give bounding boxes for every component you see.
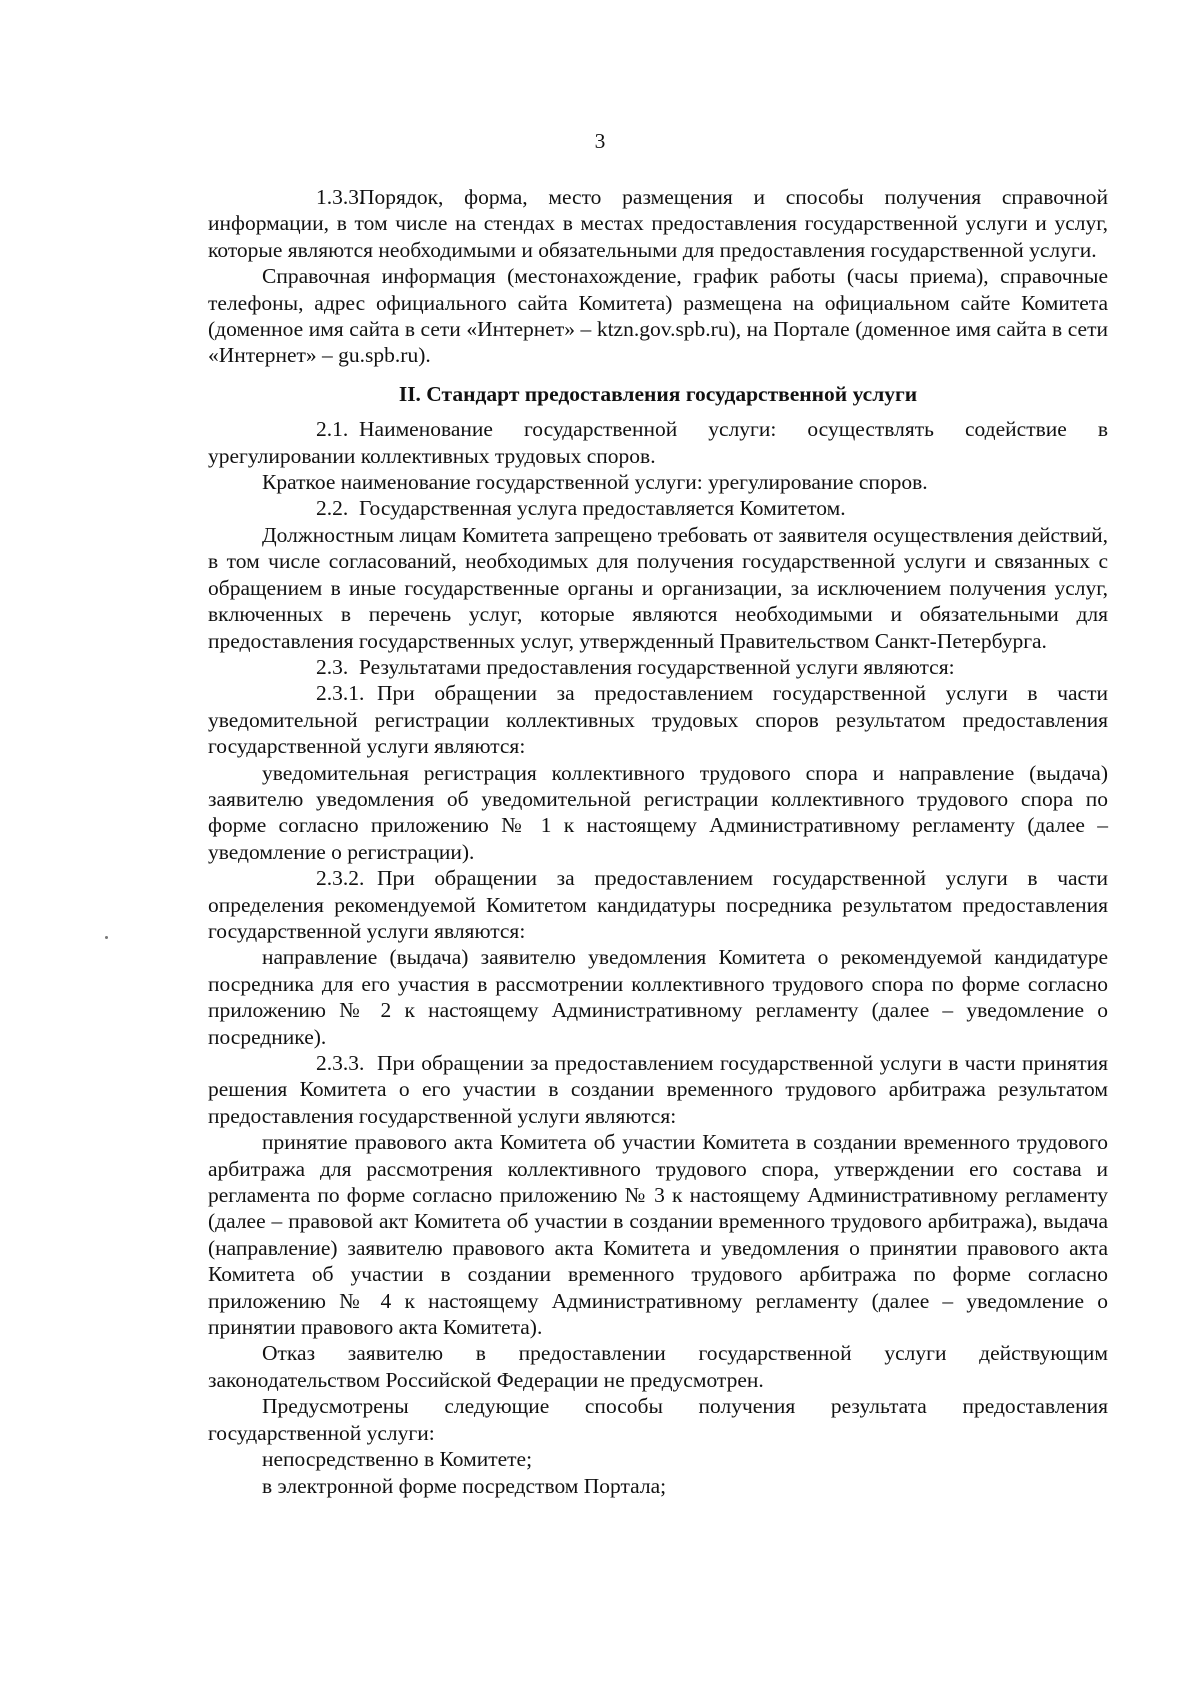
- paragraph-refusal: Отказ заявителю в предоставлении государственной услуги действующим законодательством Российской Федерации не предусмотрен.: [208, 1341, 1108, 1392]
- clause-number: 2.2.: [316, 496, 349, 521]
- paragraph-methods: Предусмотрены следующие способы получения результата предоставления государственной услуги:: [208, 1394, 1108, 1445]
- clause-text: При обращении за предоставлением государственной услуги в части определения рекомендуемой Комитетом кандидатуры посредника результатом предоставления государственной услуги являются:: [208, 866, 1108, 943]
- paragraph-legal-act: принятие правового акта Комитета об участии Комитета в создании временного трудового арбитража для рассмотрения коллективного трудового спора, утверждении его состава и регламента по форме согласно приложению № 3 к настоящему Административному регламенту (далее – правовой акт Комитета об участии в создании временного трудового арбитража), выдача (направление) заявителю правового акта Комитета и уведомления о принятии правового акта Комитета об участии в создании временного трудового арбитража по форме согласно приложению № 4 к настоящему Административному регламенту (далее – уведомление о принятии правового акта Комитета).: [208, 1130, 1108, 1340]
- clause-number: 2.1.: [316, 417, 349, 442]
- clause-text: Наименование государственной услуги: осуществлять содействие в урегулировании коллективных трудовых споров.: [208, 417, 1108, 468]
- paragraph-officials: Должностным лицам Комитета запрещено требовать от заявителя осуществления действий, в том числе согласований, необходимых для получения государственной услуги и связанных с обращением в иные государственные органы и организации, за исключением получения услуг, включенных в перечень услуг, которые являются необходимыми и обязательными для предоставления государственных услуг, утвержденный Правительством Санкт-Петербурга.: [208, 522, 1108, 653]
- paragraph-reference-info: Справочная информация (местонахождение, график работы (часы приема), справочные телефоны, адрес официального сайта Комитета) размещена на официальном сайте Комитета (доменное имя сайта в сети «Интернет» – ktzn.gov.spb.ru), на Портале (доменное имя сайта в сети «Интернет» – gu.spb.ru).: [208, 264, 1108, 368]
- paragraph-2-2: [208, 495, 1108, 521]
- paragraph-2-3-3: [208, 1050, 1108, 1129]
- clause-number: 2.3.: [316, 654, 349, 679]
- clause-number: 1.3.3.: [316, 185, 365, 209]
- paragraph-2-1: [208, 416, 1108, 469]
- clause-text: Порядок, форма, место размещения и способы получения справочной информации, в том числе на стендах в местах предоставления государственной услуги и услуг, которые являются необходимыми и обязательными для предоставления государственной услуги.: [208, 185, 1108, 262]
- clause-text: Государственная услуга предоставляется Комитетом.: [359, 496, 846, 521]
- paragraph-2-3-1: [208, 680, 1108, 759]
- clause-text: При обращении за предоставлением государственной услуги в части уведомительной регистрации коллективных трудовых споров результатом предоставления государственной услуги являются:: [208, 681, 1108, 759]
- paragraph-short-name: Краткое наименование государственной услуги: урегулирование споров.: [262, 470, 928, 495]
- paragraph-1-3-3: [208, 184, 1108, 263]
- list-item: непосредственно в Комитете;: [262, 1447, 533, 1472]
- page-number: 3: [594, 129, 606, 153]
- paragraph-registration: уведомительная регистрация коллективного трудового спора и направление (выдача) заявителю уведомления об уведомительной регистрации коллективного трудового спора по форме согласно приложению № 1 к настоящему Административному регламенту (далее – уведомление о регистрации).: [208, 760, 1108, 864]
- document-body: [208, 184, 1108, 1499]
- paragraph-2-3-2: [208, 865, 1108, 944]
- scan-speck: [105, 936, 108, 939]
- clause-number: 2.3.3.: [316, 1051, 365, 1075]
- clause-number: 2.3.2.: [316, 866, 365, 891]
- clause-text: При обращении за предоставлением государственной услуги в части принятия решения Комитета о его участии в создании временного трудового арбитража результатом предоставления государственной услуги являются:: [208, 1051, 1108, 1128]
- paragraph-2-3: [208, 654, 1108, 680]
- section-heading: II. Стандарт предоставления государственной услуги: [398, 381, 918, 406]
- list-item: в электронной форме посредством Портала;: [262, 1473, 667, 1498]
- paragraph-mediator-notice: направление (выдача) заявителю уведомления Комитета о рекомендуемой кандидатуре посредника для его участия в рассмотрении коллективного трудового спора по форме согласно приложению № 2 к настоящему Административному регламенту (далее – уведомление о посреднике).: [208, 945, 1108, 1049]
- clause-text: Результатами предоставления государственной услуги являются:: [359, 654, 955, 679]
- clause-number: 2.3.1.: [316, 681, 365, 706]
